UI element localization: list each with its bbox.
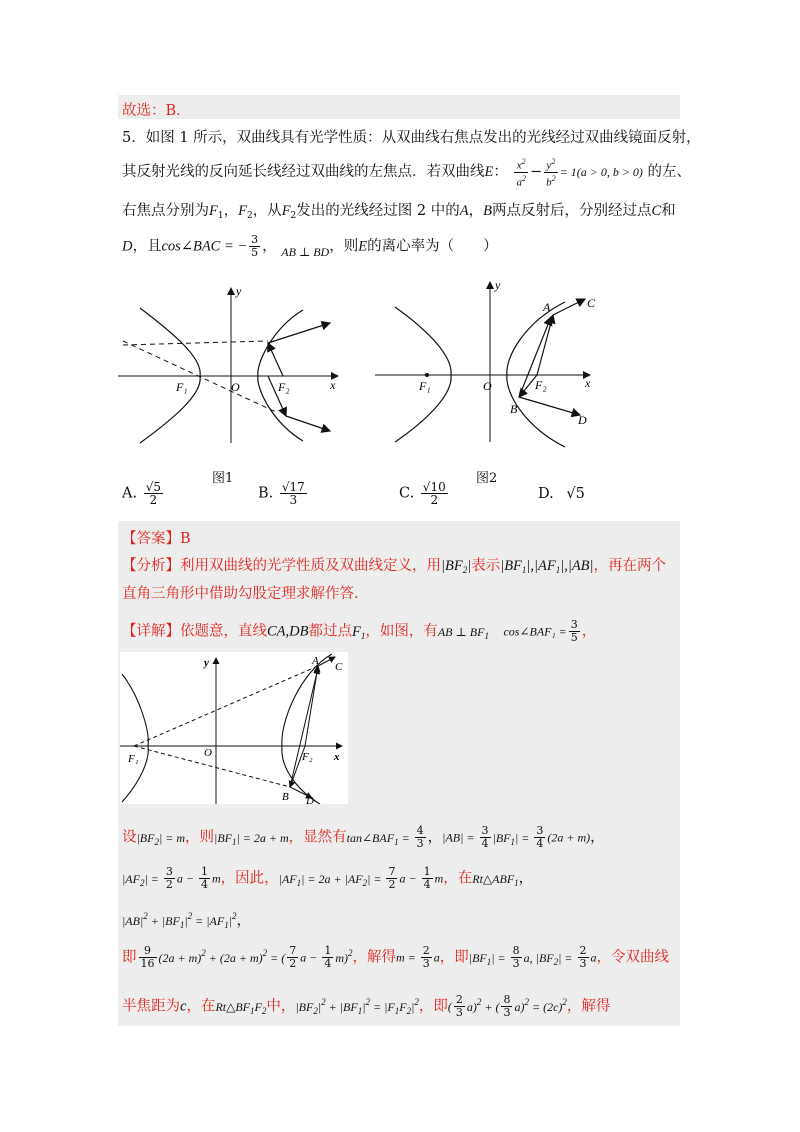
derivation-line-5: 半焦距为c，在$Rt\triangle BF_1F_2$中，$|BF_2|^2 + |BF_1|^2 = |F_1F_2|^2$，即( $\frac{2}{3}$ a)$^2$ + ( $\frac{8}{3}$ $a)^2 = (2c)^2$，解得 (122, 993, 611, 1019)
problem-text: 和 (661, 203, 676, 219)
option-numerator: √17 (281, 480, 305, 494)
derivation-text: 设 (122, 829, 137, 846)
detail-line-1: 【详解】依题意，直线CA,DB都过点$F_1$，如图，有AB ⊥ $BF_1$ cos∠BAF₁ = $\frac{3}{5}$ ， (122, 618, 597, 644)
derivation-line-3: $|AB|^2 + |BF_1|^2 = |AF_1|^2$， (122, 911, 252, 930)
derivation-line-4: 即 $\frac{9}{16}$ $(2a + m)^2 + (2a + m)^2$ = ( $\frac{7}{2}$ a − $\frac{1}{4}$ m)$^2$，解得m = $\frac{2}{3}$ a，即$|BF_1|$ = $\frac{8}{3}$ a, $|BF_2|$ = $\frac{2}{3}$ a，令双曲线 (122, 944, 670, 970)
derivation-text: ，即 (418, 998, 448, 1015)
problem-text: ，且 (132, 238, 162, 255)
derivation-text: 即 (122, 949, 137, 966)
problem-text: ，从 (252, 203, 282, 219)
origin-label: O (483, 379, 492, 393)
option-b[interactable] (258, 481, 309, 506)
option-denominator: 3 (289, 493, 298, 507)
cos-expression: cos∠BAF₁ = (503, 624, 567, 639)
problem-line-2: 其反射光线的反向延长线经过双曲线的左焦点．若双曲线E： $\frac{x^2}{a^2}$ − $\frac{y^2}{b^2}$ = 1(a > 0, b > 0) 的左、 (122, 157, 692, 189)
problem-line-4: D，且cos∠BAC = − $\frac{3}{5}$ ， $_{AB \perp BD}$，则E的离心率为（ ） (122, 233, 498, 259)
option-a[interactable] (122, 481, 165, 506)
x-axis-label: x (334, 751, 340, 763)
detail-text: ，如图，有 (365, 623, 438, 640)
point-a-label: A (312, 655, 319, 667)
derivation-text: 半焦距为 (122, 998, 180, 1015)
option-c[interactable] (399, 481, 450, 506)
derivation-text: ，在 (443, 870, 473, 887)
hyperbola-condition: = 1(a > 0, b > 0) (559, 165, 643, 180)
f1-label: F₁ (176, 380, 188, 394)
figure-1 (118, 283, 348, 463)
option-value: √5 (566, 486, 585, 502)
problem-text: 发出的光线经过图 2 中的 (296, 203, 460, 219)
point-b-label: B (510, 402, 518, 416)
point-d-label: D (306, 795, 314, 804)
solution-figure (120, 652, 348, 804)
derivation-text: ，则 (185, 829, 215, 846)
x-axis-label: x (330, 378, 336, 392)
option-d[interactable] (538, 486, 585, 502)
derivation-text: ，因此， (220, 870, 279, 887)
origin-label: O (204, 747, 212, 759)
prev-answer: 故选：B． (122, 103, 191, 119)
derivation-text: 中， (266, 998, 296, 1015)
option-letter: B. (258, 485, 274, 502)
derivation-text: ，在 (186, 998, 216, 1015)
perp-condition: AB ⊥ BD (281, 244, 330, 259)
problem-text: 两点反射后，分别经过点 (491, 203, 652, 219)
figure-2 (375, 277, 605, 457)
problem-text: 的左、 (647, 164, 692, 181)
problem-text: 的离心率为（ ） (367, 238, 498, 255)
option-letter: A. (122, 485, 138, 502)
y-axis-label: y (204, 657, 209, 669)
point-c-label: C (335, 661, 343, 673)
point-c-label: C (587, 296, 596, 310)
option-numerator: √10 (422, 480, 446, 494)
y-axis-label: y (495, 278, 501, 292)
option-letter: C. (399, 485, 415, 502)
answer-tag: 【答案】B (122, 531, 191, 547)
derivation-line-2: $|AF_2|$ = $\frac{3}{2}$ a − $\frac{1}{4}$ m，因此，$|AF_1| = 2a + |AF_2|$ = $\frac{7}{2}$ a − $\frac{1}{4}$ m，在$Rt\triangle ABF_1$， (122, 865, 534, 891)
problem-line-1: 5．如图 1 所示，双曲线具有光学性质：从双曲线右焦点发出的光线经过双曲线镜面反射， (122, 130, 701, 146)
y-axis-label: y (236, 284, 242, 298)
origin-label: O (231, 380, 240, 394)
detail-tag: 【详解】 (122, 623, 180, 640)
analysis-text: 利用双曲线的光学性质及双曲线定义，用 (180, 558, 441, 574)
cos-condition: cos∠BAC = − (161, 238, 248, 255)
derivation-text: ，显然有 (288, 829, 347, 846)
f2-label: F₂ (302, 751, 313, 763)
derivation-line-1: 设$|BF_2| = m$，则$|BF_1| = 2a + m$，显然有$\tan\angle BAF_1$ = $\frac{4}{3}$ ，|AB| = $\frac{3}{4}$ $|BF_1|$ = $\frac{3}{4}$ (2a + m)， (122, 824, 605, 850)
analysis-line-2: 直角三角形中借助勾股定理求解作答. (122, 586, 359, 602)
detail-text: 都过点 (308, 623, 352, 640)
point-b-label: B (282, 791, 289, 803)
option-denominator: 2 (149, 493, 158, 507)
derivation-text: ，解得 (566, 998, 611, 1015)
point-a-label: A (543, 300, 551, 314)
problem-line-3: 右焦点分别为$F_1$，$F_2$，从$F_2$发出的光线经过图 2 中的A，B两点反射后，分别经过点C和 (122, 203, 676, 221)
detail-text: 依题意，直线 (180, 623, 267, 640)
problem-text: 其反射光线的反向延长线经过双曲线的左焦点．若双曲线 (122, 164, 485, 181)
option-denominator: 2 (430, 493, 439, 507)
f2-label: F₂ (278, 380, 290, 394)
analysis-line-1: 【分析】利用双曲线的光学性质及双曲线定义，用$|BF_2|$表示$|BF_1|,|AF_1|,|AB|$，再在两个 (122, 558, 667, 575)
f2-label: F₂ (535, 378, 547, 392)
derivation-text: ，解得 (352, 949, 396, 966)
analysis-tag: 【分析】 (122, 558, 180, 574)
problem-text: ，则 (329, 238, 359, 255)
f1-label: F₁ (128, 753, 139, 765)
derivation-text: ，即 (439, 949, 469, 966)
x-axis-label: x (585, 376, 591, 390)
analysis-text: ，再在两个 (593, 558, 667, 574)
figure-2-caption: 图2 (476, 471, 498, 486)
option-letter: D. (538, 486, 554, 502)
f1-label: F₁ (419, 379, 431, 393)
derivation-text: ，令双曲线 (596, 949, 670, 966)
problem-text: 右焦点分别为 (122, 203, 209, 219)
option-numerator: √5 (145, 480, 161, 494)
point-d-label: D (578, 413, 587, 427)
prev-answer-highlight (118, 95, 680, 119)
analysis-text: 表示 (471, 558, 501, 574)
figure-1-caption: 图1 (212, 471, 234, 486)
